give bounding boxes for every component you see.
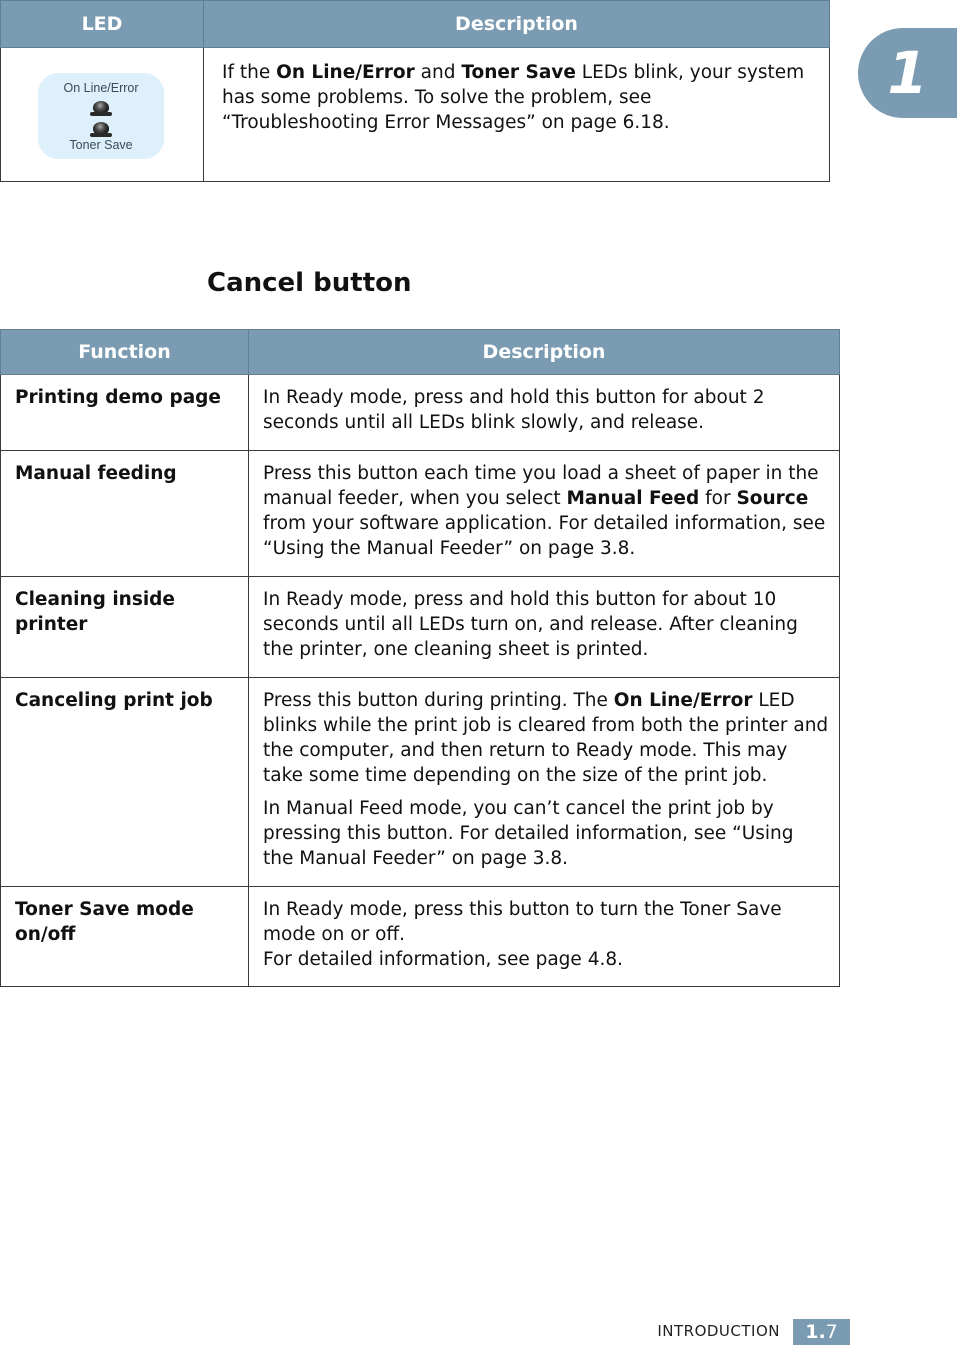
text-run: Press this button each time you load a sheet of paper in the manual feeder, when you select [263, 463, 819, 509]
function-description-column-header: Description [249, 330, 840, 375]
bold-term: On Line/Error [276, 62, 415, 83]
footer-section-name: INTRODUCTION [657, 1322, 780, 1340]
function-table-header-row [1, 330, 840, 375]
text-run: and [414, 62, 462, 83]
led-label-toner-save: Toner Save [69, 138, 133, 152]
led-toner-save-icon [93, 122, 109, 135]
led-table-row [1, 48, 830, 182]
led-column-header: LED [1, 1, 204, 48]
led-label-online-error: On Line/Error [63, 81, 139, 95]
footer-page-number [793, 1319, 850, 1345]
led-table [0, 0, 830, 182]
led-description-column-header: Description [204, 1, 830, 48]
page-number: 7 [825, 1321, 838, 1343]
function-description [249, 678, 840, 887]
description-line: In Ready mode, press this button to turn the Toner Save mode on or off. [263, 899, 782, 945]
function-description [249, 451, 840, 577]
text-run: If the [222, 62, 277, 83]
bold-term: On Line/Error [613, 690, 753, 711]
bold-term: Manual Feed [566, 488, 700, 509]
function-name: Cleaning inside printer [1, 577, 249, 678]
function-description: In Ready mode, press and hold this button for about 10 seconds until all LEDs turn on, and release. After cleaning the printer, one cleaning sheet is printed. [249, 577, 840, 678]
table-row [1, 887, 840, 987]
description-line: For detailed information, see page 4.8. [263, 949, 623, 970]
page-chapter: 1. [805, 1321, 826, 1343]
function-description: In Ready mode, press and hold this button for about 2 seconds until all LEDs blink slowly, and release. [249, 375, 840, 451]
text-run: LED blinks while the print job is cleared from both the printer and the computer, and then return to Ready mode. This may take some time depending on the size of the print job. [263, 690, 829, 786]
function-name: Toner Save mode on/off [1, 887, 249, 987]
led-panel-cell [1, 48, 204, 182]
bold-term: Source [736, 488, 809, 509]
function-table [0, 329, 840, 987]
function-name: Manual feeding [1, 451, 249, 577]
function-name: Canceling print job [1, 678, 249, 887]
text-run: LEDs blink, your system has some problems. To solve the problem, see “Troubleshooting Error Messages” on page 6.18. [222, 62, 805, 133]
led-panel-illustration [38, 73, 164, 159]
bold-term: Toner Save [461, 62, 576, 83]
description-paragraph: In Manual Feed mode, you can’t cancel the print job by pressing this button. For detailed information, see “Using the Manual Feeder” on page 3.8. [263, 798, 794, 869]
chapter-number: 1 [887, 39, 928, 107]
table-row [1, 577, 840, 678]
section-title: Cancel button [207, 268, 412, 298]
function-column-header: Function [1, 330, 249, 375]
text-run: for [699, 488, 737, 509]
led-description-cell [204, 48, 830, 182]
text-run: from your software application. For detailed information, see “Using the Manual Feeder” on page 3.8. [263, 513, 826, 559]
function-name: Printing demo page [1, 375, 249, 451]
text-run: Press this button during printing. The [263, 690, 614, 711]
function-description [249, 887, 840, 987]
led-table-header-row [1, 1, 830, 48]
table-row [1, 678, 840, 887]
led-description-text [204, 48, 829, 135]
table-row [1, 375, 840, 451]
chapter-tab [858, 28, 957, 118]
table-row [1, 451, 840, 577]
led-online-error-icon [93, 101, 109, 114]
description-paragraph [263, 688, 829, 788]
